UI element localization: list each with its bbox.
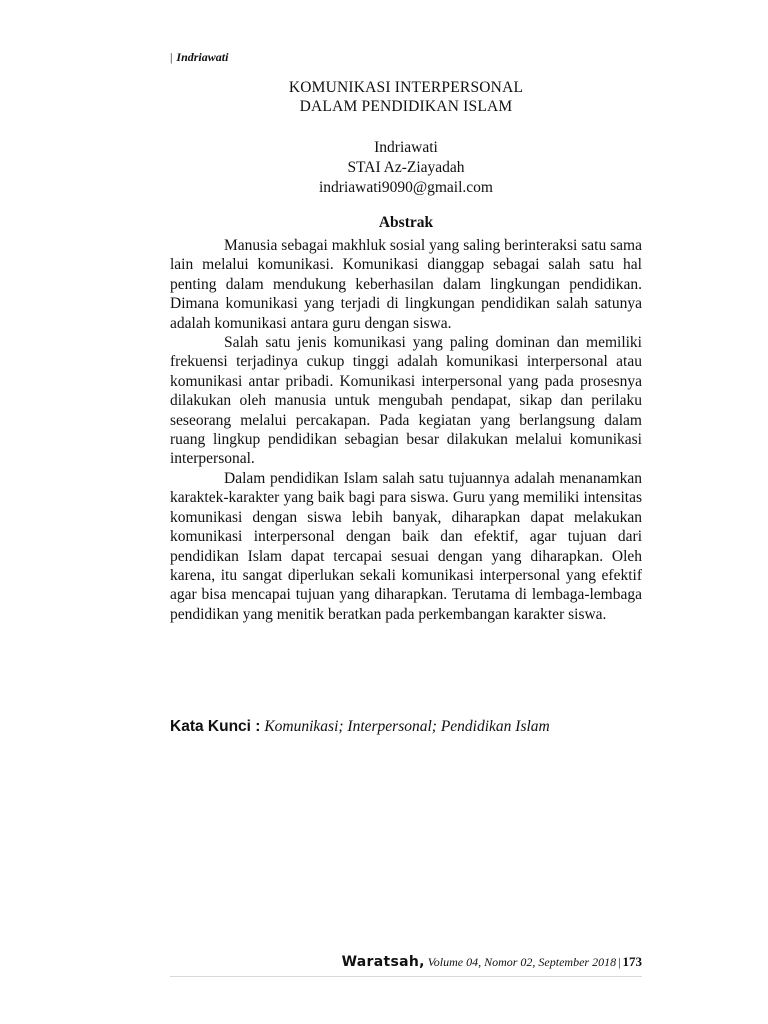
paper-title-line-2: DALAM PENDIDIKAN ISLAM [299, 98, 513, 115]
footer-journal-name: Waratsah, [341, 954, 425, 970]
abstract-body [170, 236, 642, 624]
footer-issue: Volume 04, Nomor 02, September 2018 [427, 955, 617, 969]
author-email: indriawati9090@gmail.com [319, 179, 493, 196]
running-head-bar: | [170, 50, 173, 64]
keywords-label: Kata Kunci : [170, 718, 261, 735]
author-name: Indriawati [374, 139, 438, 156]
keywords-terms: Komunikasi; Interpersonal; Pendidikan Islam [264, 718, 550, 735]
running-head [170, 50, 228, 65]
abstract-heading: Abstrak [378, 214, 434, 231]
footer-bar: | [618, 955, 621, 969]
keywords [170, 718, 642, 736]
author-block [170, 138, 642, 198]
abstract-paragraph-1: Manusia sebagai makhluk sosial yang saling berinteraksi satu sama lain melalui komunikasi. Komunikasi dianggap sebagai salah satu hal penting dalam mendukung keberhasilan dalam lingkungan pendidikan. Dimana komunikasi yang terjadi di lingkungan pendidikan salah satunya adalah komunikasi antara guru dengan siswa. [170, 237, 642, 332]
footer-rule [170, 976, 642, 977]
abstract-paragraph-3: Dalam pendidikan Islam salah satu tujuannya adalah menanamkan karaktek-karakter yang baik bagi para siswa. Guru yang memiliki intensitas komunikasi dengan siswa lebih banyak, diharapkan dapat melakukan komunikasi interpersonal dengan baik dan efektif, agar tujuan dari pendidikan Islam dapat tercapai sesuai dengan yang diharapkan. Oleh karena, itu sangat diperlukan sekali komunikasi interpersonal yang efektif agar bisa mencapai tujuan yang diharapkan. Terutama di lembaga-lembaga pendidikan yang menitik beratkan pada perkembangan karakter siswa. [170, 469, 642, 623]
page-footer [342, 954, 642, 970]
page-number: 173 [622, 954, 642, 969]
paper-title [170, 78, 642, 116]
author-affiliation: STAI Az-Ziayadah [347, 159, 465, 176]
paper-title-line-1: KOMUNIKASI INTERPERSONAL [288, 79, 524, 96]
abstract-paragraph-2: Salah satu jenis komunikasi yang paling dominan dan memiliki frekuensi terjadinya cukup tinggi adalah komunikasi interpersonal atau komunikasi antar pribadi. Komunikasi interpersonal yang pada prosesnya dilakukan oleh manusia untuk mengubah pendapat, sikap dan perilaku seseorang melalui percakapan. Pada kegiatan yang berlangsung dalam ruang lingkup pendidikan sebagian besar dilakukan melalui komunikasi interpersonal. [170, 334, 642, 468]
running-head-author: Indriawati [176, 50, 229, 64]
